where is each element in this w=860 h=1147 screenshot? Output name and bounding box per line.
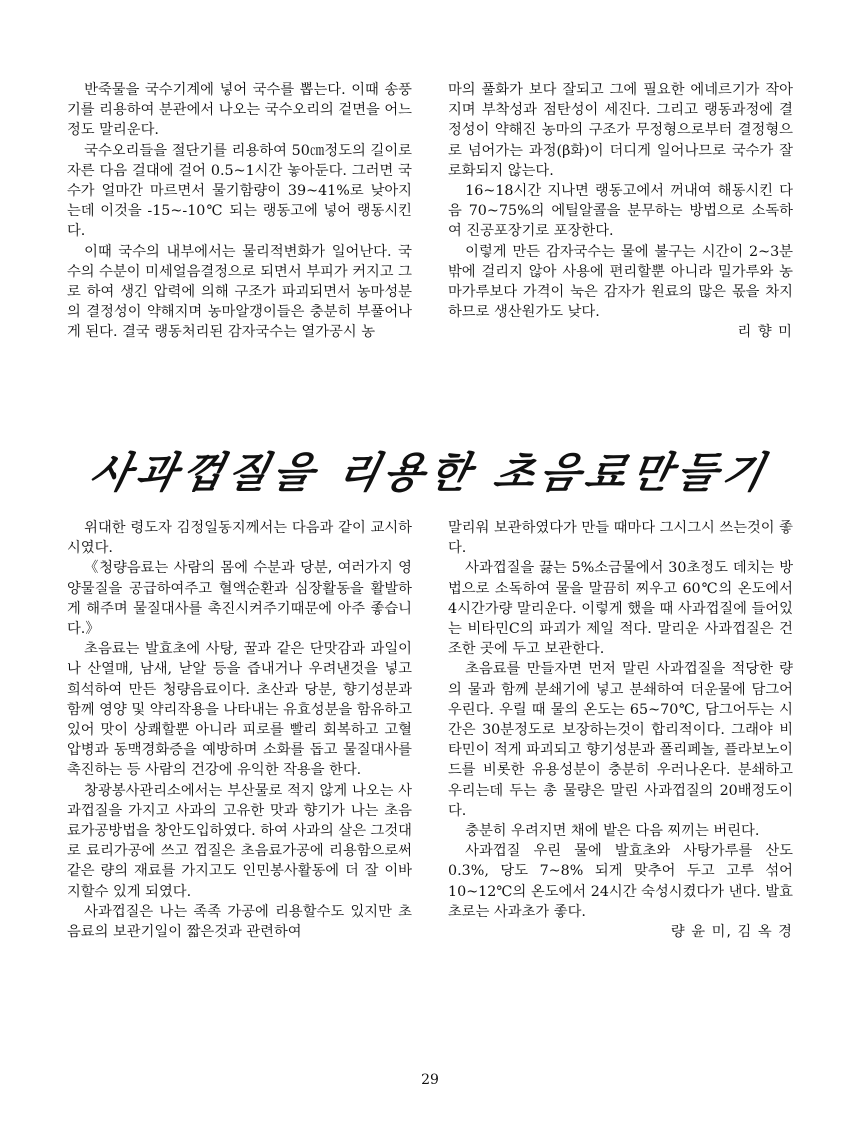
paragraph: 충분히 우려지면 채에 밭은 다음 찌끼는 버린다. xyxy=(465,823,760,840)
paragraph: 사과껍질 우린 물에 발효초와 사탕가루를 산도 0.3%, 당도 7~8% 되게 맞추어 두고 고루 섞어 10~12℃의 온도에서 24시간 숙성시켰다가 낸다. 발효초로는 사과초가 좋다. xyxy=(448,843,793,920)
article1-author: 리 향 미 xyxy=(737,324,793,341)
paragraph: 말리워 보관하였다가 만들 때마다 그시그시 쓰는것이 좋다. xyxy=(448,520,793,557)
paragraph: 반죽물을 국수기계에 넣어 국수를 뽑는다. 이때 송풍기를 리용하여 분관에서 나오는 국수오리의 겉면을 어느 정도 말리운다. xyxy=(67,82,412,139)
paragraph: 사과껍질은 나는 족족 가공에 리용할수도 있지만 초음료의 보관기일이 짧은것과 관련하여 xyxy=(67,903,412,941)
quote-paragraph: 《청량음료는 사람의 몸에 수분과 당분, 여러가지 영양물질을 공급하여주고 혈액순환과 심장활동을 활발하게 해주며 물질대사를 촉진시켜주기때문에 아주 좋습니다.》 xyxy=(67,560,412,638)
paragraph: 16~18시간 지나면 랭동고에서 꺼내여 해동시킨 다음 70~75%의 에틸알콜을 분무하는 방법으로 소독하여 진공포장기로 포장한다. xyxy=(448,183,793,240)
paragraph: 초음료를 만들자면 먼저 말린 사과껍질을 적당한 량의 물과 함께 분쇄기에 넣고 분쇄하여 더운물에 담그어 우린다. 우릴 때 물의 온도는 65~70℃, 담그어두는 시간은 30분정도로 보장하는것이 합리적이다. 그래야 비타민이 적게 파괴되고 향기성분과 폴리페놀, 플라보노이드를 비롯한 유용성분이 충분히 우러나온다. 분쇄하고 우리는데 두는 총 물량은 말린 사과껍질의 20배정도이다. xyxy=(448,661,793,819)
article2-authors: 량 윤 미, 김 옥 경 xyxy=(670,924,793,941)
article2-left-column xyxy=(67,518,412,942)
article1-right-column xyxy=(448,80,793,343)
paragraph: 이때 국수의 내부에서는 물리적변화가 일어난다. 국수의 수분이 미세얼음결정으로 되면서 부피가 커지고 그로 하여 생긴 압력에 의해 구조가 파괴되면서 농마성분의 결정성이 약해지며 농마알갱이들은 충분히 부풀어나게 된다. 결국 랭동처리된 감자국수는 열가공시 농 xyxy=(67,243,412,341)
article1-left-column xyxy=(67,80,412,343)
paragraph: 창광봉사관리소에서는 부산물로 적지 않게 나오는 사과껍질을 가지고 사과의 고유한 맛과 향기가 나는 초음료가공방법을 창안도입하였다. 하여 사과의 살은 그것대로 료리가공에 쓰고 껍질은 초음료가공에 리용함으로써 같은 량의 재료를 가지고도 인민봉사활동에 더 잘 이바지할수 있게 되였다. xyxy=(67,782,412,900)
paragraph: 초음료는 발효초에 사탕, 꿀과 같은 단맛감과 과일이나 산열매, 남새, 낟알 등을 즙내거나 우려낸것을 넣고 희석하여 만든 청량음료이다. 초산과 당분, 향기성분과 함께 영양 및 약리작용을 나타내는 유효성분을 함유하고있어 맛이 상쾌할뿐 아니라 피로를 빨리 회복하고 고혈압병과 동맥경화증을 예방하며 소화를 돕고 물질대사를 촉진하는 등 사람의 건강에 유익한 작용을 한다. xyxy=(67,641,412,779)
paragraph: 국수오리들을 절단기를 리용하여 50㎝정도의 길이로 자른 다음 걸대에 걸어 0.5~1시간 놓아둔다. 그러면 국수가 얼마간 마르면서 물기함량이 39~41%로 낮아지는데 이것을 -15~-10℃ 되는 랭동고에 넣어 랭동시킨다. xyxy=(67,142,412,240)
paragraph: 마의 풀화가 보다 잘되고 그에 필요한 에네르기가 작아지며 부착성과 점탄성이 세진다. 그리고 랭동과정에 결정성이 약해진 농마의 구조가 무정형으로부터 결정형으로 넘어가는 과정(β화)이 더디게 일어나므로 국수가 잘 로화되지 않는다. xyxy=(448,82,793,179)
article2-title: 사과껍질을 리용한 초음료만들기 xyxy=(85,448,774,497)
paragraph: 사과껍질을 끓는 5%소금물에서 30초정도 데치는 방법으로 소독하여 물을 말끔히 찌우고 60℃의 온도에서 4시간가량 말리운다. 이렇게 했을 때 사과껍질에 들어있는 비타민C의 파괴가 제일 적다. 말리운 사과껍질은 건조한 곳에 두고 보관한다. xyxy=(448,560,793,658)
paragraph: 이렇게 만든 감자국수는 물에 불구는 시간이 2~3분밖에 걸리지 않아 사용에 편리할뿐 아니라 밀가루와 농마가루보다 가격이 눅은 감자가 원료의 많은 몫을 차지하므로 생산원가도 낮다. xyxy=(448,243,793,321)
page-number: 29 xyxy=(421,1072,439,1088)
paragraph: 위대한 령도자 김정일동지께서는 다음과 같이 교시하시였다. xyxy=(67,520,412,557)
article2-right-column xyxy=(448,518,793,942)
